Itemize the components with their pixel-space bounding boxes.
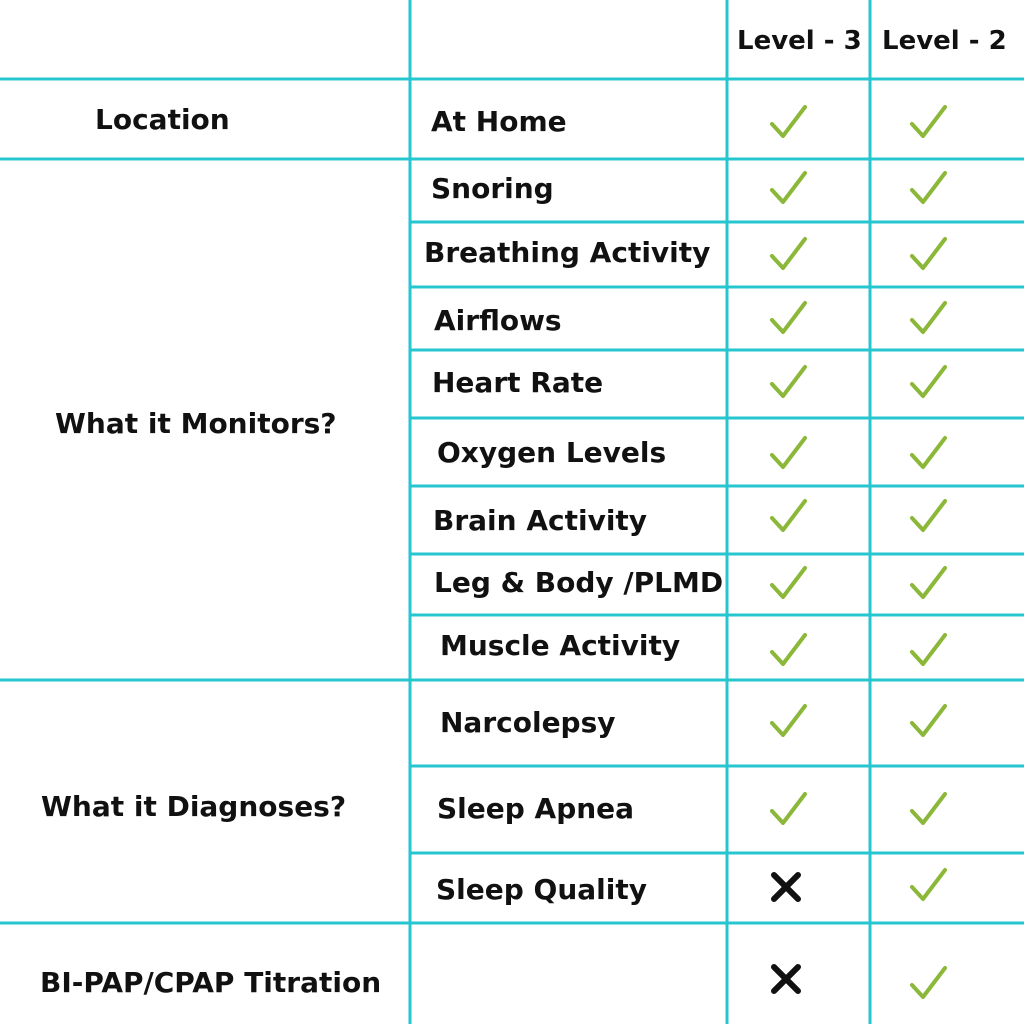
row-label-airflows: Airflows: [434, 304, 562, 337]
mark-muscle-level3: [768, 630, 808, 670]
mark-breathing-level2: [908, 234, 948, 274]
check-icon: [912, 173, 945, 202]
section-label-monitors: What it Monitors?: [55, 407, 337, 440]
row-label-leg-body: Leg & Body /PLMD: [434, 566, 724, 599]
row-label-heart-rate: Heart Rate: [432, 366, 604, 399]
mark-muscle-level2: [908, 630, 948, 670]
check-icon: [912, 635, 945, 664]
mark-leg-body-level3: [768, 563, 808, 603]
row-label-brain-activity: Brain Activity: [433, 504, 648, 537]
check-icon: [772, 568, 805, 597]
check-icon: [912, 794, 945, 823]
check-icon: [912, 438, 945, 467]
check-icon: [912, 367, 945, 396]
check-icon: [772, 706, 805, 735]
mark-oxygen-level2: [908, 433, 948, 473]
row-label-at-home: At Home: [431, 105, 567, 138]
mark-airflows-level3: [768, 298, 808, 338]
check-icon: [772, 303, 805, 332]
mark-sleep-quality-level3: [766, 867, 806, 907]
row-label-muscle-activity: Muscle Activity: [440, 629, 681, 662]
check-icon: [912, 568, 945, 597]
mark-sleep-quality-level2: [908, 865, 948, 905]
check-icon: [772, 501, 805, 530]
mark-sleep-apnea-level3: [768, 789, 808, 829]
check-icon: [772, 367, 805, 396]
mark-heart-rate-level3: [768, 362, 808, 402]
mark-titration-level2: [908, 963, 948, 1003]
mark-brain-level3: [768, 496, 808, 536]
mark-at-home-level3: [768, 102, 808, 142]
row-label-narcolepsy: Narcolepsy: [440, 706, 616, 739]
check-icon: [912, 870, 945, 899]
mark-snoring-level2: [908, 168, 948, 208]
check-icon: [912, 239, 945, 268]
header-level-2: Level - 2: [882, 26, 1007, 56]
check-icon: [912, 968, 945, 997]
check-icon: [772, 438, 805, 467]
section-label-diagnoses: What it Diagnoses?: [41, 790, 347, 823]
section-label-titration: BI-PAP/CPAP Titration: [40, 966, 382, 999]
check-icon: [772, 107, 805, 136]
mark-narcolepsy-level2: [908, 701, 948, 741]
row-label-breathing-activity: Breathing Activity: [424, 236, 711, 269]
check-icon: [912, 303, 945, 332]
row-label-snoring: Snoring: [431, 172, 554, 205]
mark-leg-body-level2: [908, 563, 948, 603]
check-icon: [912, 107, 945, 136]
check-icon: [912, 706, 945, 735]
mark-titration-level3: [766, 959, 806, 999]
check-icon: [772, 173, 805, 202]
mark-narcolepsy-level3: [768, 701, 808, 741]
mark-heart-rate-level2: [908, 362, 948, 402]
header-level-3: Level - 3: [737, 26, 862, 56]
row-label-oxygen-levels: Oxygen Levels: [437, 436, 667, 469]
check-icon: [912, 501, 945, 530]
mark-brain-level2: [908, 496, 948, 536]
cross-icon: [774, 875, 798, 899]
cross-icon: [774, 967, 798, 991]
mark-snoring-level3: [768, 168, 808, 208]
row-label-sleep-apnea: Sleep Apnea: [437, 792, 635, 825]
mark-airflows-level2: [908, 298, 948, 338]
check-icon: [772, 635, 805, 664]
mark-breathing-level3: [768, 234, 808, 274]
mark-oxygen-level3: [768, 433, 808, 473]
mark-at-home-level2: [908, 102, 948, 142]
section-label-location: Location: [95, 103, 230, 136]
check-icon: [772, 239, 805, 268]
mark-sleep-apnea-level2: [908, 789, 948, 829]
check-icon: [772, 794, 805, 823]
row-label-sleep-quality: Sleep Quality: [436, 873, 647, 906]
